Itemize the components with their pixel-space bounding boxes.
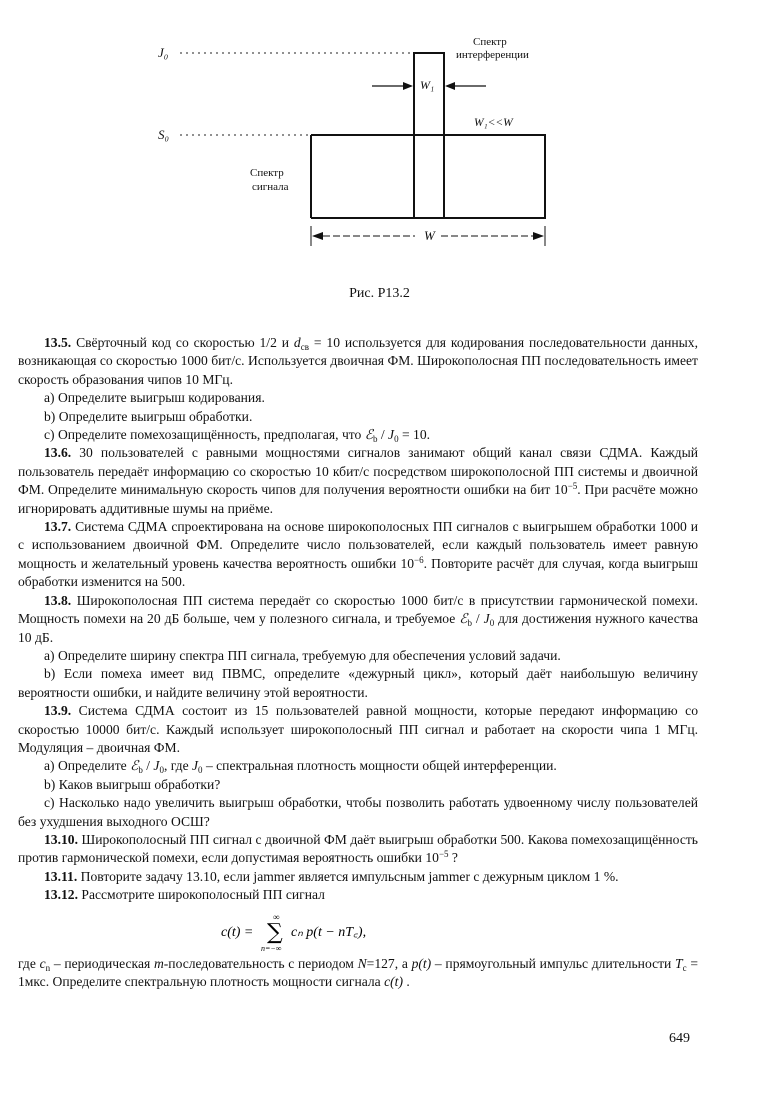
problem-13-8-a: a) Определите ширину спектра ПП сигнала, требуемую для обеспечения условий задачи. <box>44 647 561 663</box>
figure-caption: Рис. Р13.2 <box>349 286 410 301</box>
problem-13-12-where: где $c_n$ – периодическая m-последовательность с периодом N=127, а p(t) – прямоугольный импульс длительности $T_c = 1мкс$. Определите спектральную плотность мощности сигнала c(t) . <box>18 955 698 989</box>
w-left-arrowhead <box>312 232 323 240</box>
interference-label-2: интерференции <box>456 49 529 61</box>
problem-13-6: 13.6. 30 пользователей с равными мощностями сигналов занимают общий канал связи СДМА. Каждый пользователь передаёт информацию со скоростью 10 кбит/с посредством широкополосной ПП системы и двоичной ФМ. Определите минимальную скорость чипов для получения вероятности ошибки на бит $10^{-5}$. При расчёте можно игнорировать аддитивные шумы на приёме. <box>18 445 698 516</box>
problem-13-9-b: b) Каков выигрыш обработки? <box>44 776 221 792</box>
problem-13-8: 13.8. Широкополосная ПП система передаёт со скоростью 1000 бит/с в присутствии гармонической помехи. Мощность помехи на 20 дБ больше, чем у полезного сигнала, и требуемое ℰ$_b$ / $J_0$ для достижения нужного качества 10 дБ. <box>18 592 698 645</box>
formula-rhs: cₙ p(t − nT꜀), <box>291 924 367 940</box>
interference-label-1: Спектр <box>473 36 507 48</box>
j0-label: J₀ <box>158 45 169 60</box>
problem-13-5-b: b) Определите выигрыш обработки. <box>44 408 253 424</box>
signal-formula <box>221 913 698 951</box>
problem-13-12: 13.12. Рассмотрите широкополосный ПП сигнал <box>44 887 325 903</box>
problem-13-9-a: a) Определите ℰ$_b$ / $J_0$, где $J_0$ – спектральная плотность мощности общей интерференции. <box>44 758 557 776</box>
formula-lhs: c(t) = <box>221 924 254 940</box>
formula-lower-limit: n=−∞ <box>261 943 282 953</box>
s0-label: S₀ <box>158 127 170 142</box>
signal-label-1: Спектр <box>250 167 284 179</box>
w-right-arrowhead <box>533 232 544 240</box>
w1-ll-w-label: W₁<<W <box>474 117 513 129</box>
w1-right-arrowhead <box>445 82 455 90</box>
w1-left-arrowhead <box>403 82 413 90</box>
problem-13-11: 13.11. Повторите задачу 13.10, если jammer является импульсным jammer с дежурным циклом 1 %. <box>44 868 619 884</box>
formula-upper-limit: ∞ <box>273 912 280 922</box>
problem-13-8-b: b) Если помеха имеет вид ПВМС, определите «дежурный цикл», который даёт наибольшую величину вероятности ошибки, и найдите величину этой вероятности. <box>18 666 698 700</box>
problem-13-5: 13.5. Свёрточный код со скоростью 1/2 и $d_{св} = 10$ используется для кодирования последовательности данных, возникающая со скоростью 1000 бит/с. Используется двоичная ФМ. Широкополосная ПП последовательность имеет скорость образования чипов 10 МГц. <box>18 335 698 387</box>
problem-13-9-c: c) Насколько надо увеличить выигрыш обработки, чтобы позволить работать удвоенному числу пользователей без ухудшения выходного ОСШ? <box>18 795 698 829</box>
problem-13-9: 13.9. Система СДМА состоит из 15 пользователей равной мощности, которые передают информацию со скоростью 10000 бит/с. Каждый использует широкополосный ПП сигнал и работает на скорости чипа 1 МГц. Модуляция – двоичная ФМ. <box>18 703 698 755</box>
problems-list <box>18 334 698 991</box>
w-label: W <box>424 228 435 243</box>
signal-spectrum <box>311 135 545 218</box>
problem-13-10: 13.10. Широкополосный ПП сигнал с двоичной ФМ даёт выигрыш обработки 500. Какова помехозащищённость против гармонической помехи, если допустимая вероятность ошибки $10^{-5}$ ? <box>18 831 698 866</box>
problem-13-5-a: a) Определите выигрыш кодирования. <box>44 390 265 406</box>
problem-13-5-c: c) Определите помехозащищённость, предполагая, что ℰ$_b$ / $J_0 = 10$. <box>44 427 431 445</box>
problem-13-7: 13.7. Система СДМА спроектирована на основе широкополосных ПП сигналов с выигрышем обработки 1000 и с использованием двоичной ФМ. Определите число пользователей, если каждый пользователь имеет равную мощность и желательный уровень качества вероятность ошибки $10^{-6}$. Повторите расчёт для случая, когда выигрыш обработки изменится на 500. <box>18 519 698 590</box>
formula-sigma: ∑ <box>267 919 283 945</box>
spectrum-figure <box>0 0 759 280</box>
signal-label-2: сигнала <box>252 181 289 193</box>
w1-label: W₁ <box>420 78 435 92</box>
page-number: 649 <box>669 1031 690 1046</box>
